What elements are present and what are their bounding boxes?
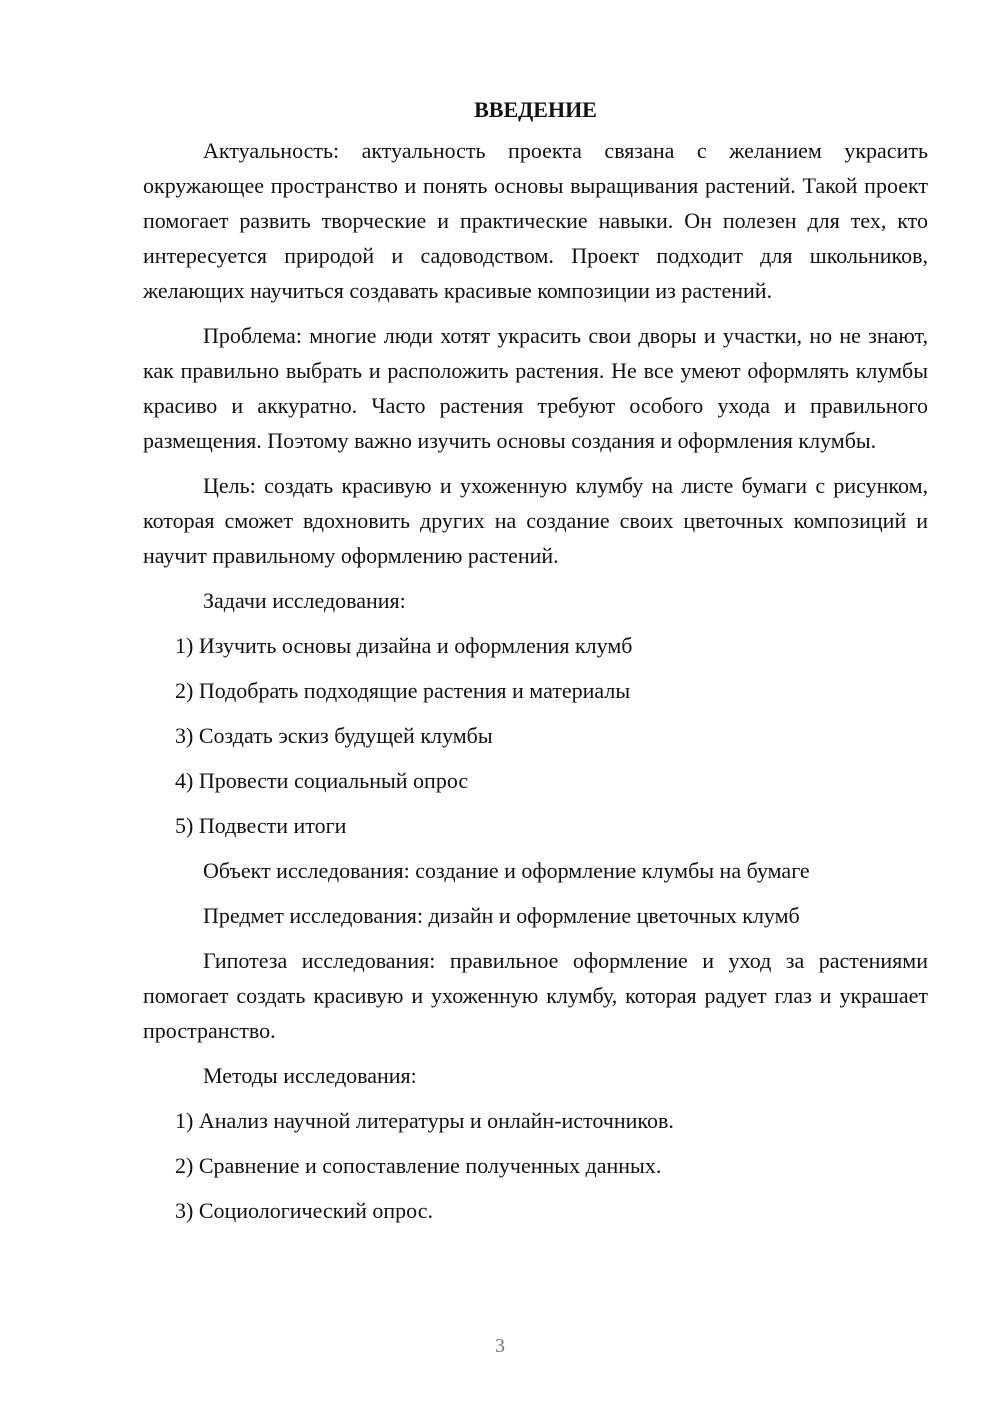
page-title: ВВЕДЕНИЕ: [474, 97, 597, 122]
tasks-heading: Задачи исследования:: [203, 588, 406, 613]
page-number: 3: [495, 1335, 505, 1357]
relevance-paragraph: Актуальность: актуальность проекта связана с желанием украсить окружающее пространство и понять основы выращивания растений. Такой проект помогает развить творческие и практические навыки. Он полезен для тех, кто интересуется природой и садоводством. Проект подходит для школьников, желающих научиться создавать красивые композиции из растений.: [143, 138, 928, 303]
task-item: 4) Провести социальный опрос: [175, 768, 469, 793]
page-content: [143, 93, 928, 1238]
research-subject: Предмет исследования: дизайн и оформление цветочных клумб: [203, 903, 800, 928]
method-item: 3) Социологический опрос.: [175, 1198, 433, 1223]
task-item: 2) Подобрать подходящие растения и материалы: [175, 678, 631, 703]
task-item: 3) Создать эскиз будущей клумбы: [175, 723, 493, 748]
hypothesis-paragraph: Гипотеза исследования: правильное оформление и уход за растениями помогает создать красивую и ухоженную клумбу, которая радует глаз и украшает пространство.: [143, 948, 928, 1043]
task-item: 5) Подвести итоги: [175, 813, 347, 838]
problem-paragraph: Проблема: многие люди хотят украсить свои дворы и участки, но не знают, как правильно выбрать и расположить растения. Не все умеют оформлять клумбы красиво и аккуратно. Часто растения требуют особого ухода и правильного размещения. Поэтому важно изучить основы создания и оформления клумбы.: [143, 323, 928, 453]
methods-heading: Методы исследования:: [203, 1063, 417, 1088]
research-object: Объект исследования: создание и оформление клумбы на бумаге: [203, 858, 810, 883]
method-item: 2) Сравнение и сопоставление полученных данных.: [175, 1153, 662, 1178]
goal-paragraph: Цель: создать красивую и ухоженную клумбу на листе бумаги с рисунком, которая сможет вдохновить других на создание своих цветочных композиций и научит правильному оформлению растений.: [143, 473, 928, 568]
task-item: 1) Изучить основы дизайна и оформления клумб: [175, 633, 633, 658]
method-item: 1) Анализ научной литературы и онлайн-источников.: [175, 1108, 674, 1133]
